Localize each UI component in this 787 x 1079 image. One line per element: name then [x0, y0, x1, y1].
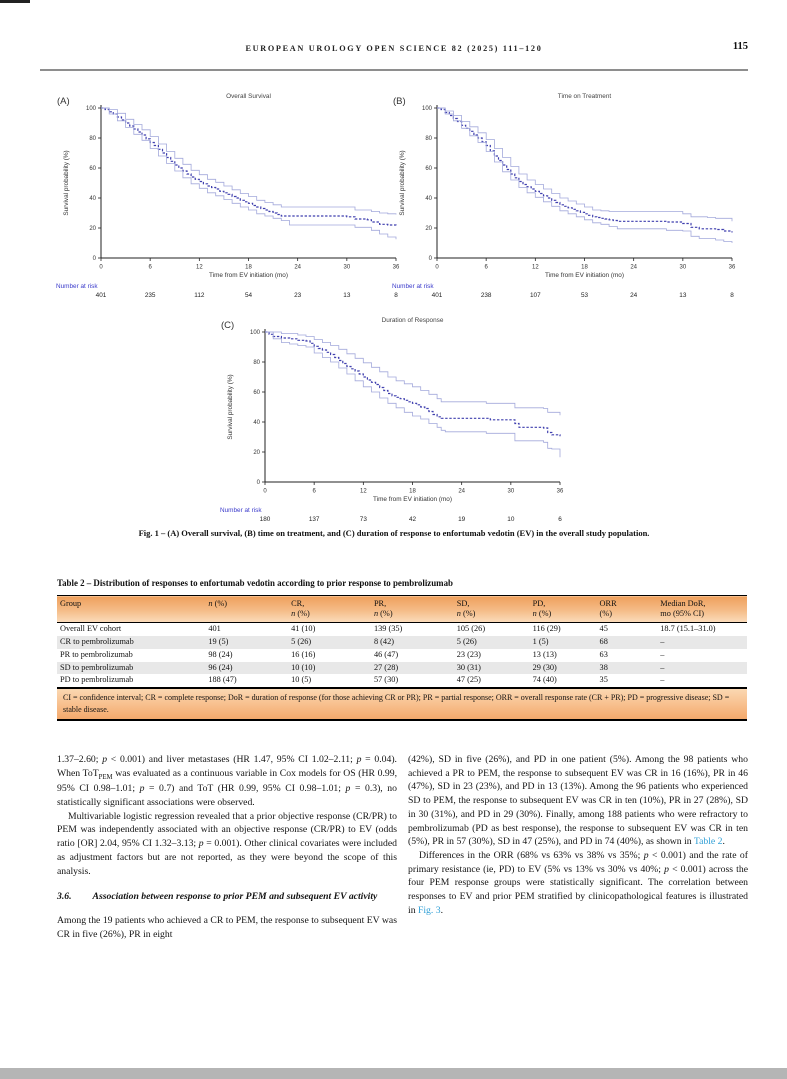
table-cell: 57 (30) [373, 675, 399, 685]
table-cell: PR to pembrolizumab [60, 649, 133, 659]
column-header: Median DoR, mo (95% CI) [657, 596, 747, 623]
number-at-risk-value: 180 [259, 516, 271, 523]
column-header: SD, n (%) [454, 596, 530, 623]
number-at-risk-value: 53 [580, 292, 589, 299]
y-tick-label: 100 [85, 106, 96, 113]
x-tick-label: 24 [294, 264, 302, 271]
y-tick-label: 80 [89, 136, 96, 143]
km-chart-duration-of-response [220, 312, 582, 524]
km-curve-lower-ci [265, 332, 560, 457]
y-axis-label: Survival probability (%) [63, 150, 70, 216]
table-cell: – [660, 675, 665, 685]
x-tick-label: 6 [148, 264, 152, 271]
table-cell: 10 (10) [291, 662, 316, 672]
column-header: PD, n (%) [530, 596, 597, 623]
table-cell: 35 [599, 675, 608, 685]
table-cell: PD to pembrolizumab [60, 675, 134, 685]
y-tick-label: 60 [253, 390, 260, 397]
table-cell: – [660, 662, 665, 672]
table-row [57, 649, 747, 662]
table-cell: CR to pembrolizumab [60, 636, 134, 646]
table-cell: 29 (30) [532, 662, 557, 672]
x-axis-label: Time from EV initiation (mo) [209, 272, 288, 279]
y-tick-label: 40 [253, 420, 260, 427]
x-tick-label: 18 [245, 264, 252, 271]
number-at-risk-value: 73 [359, 516, 367, 523]
number-at-risk-value: 10 [507, 516, 515, 523]
y-tick-label: 20 [425, 226, 432, 233]
table-cell: Overall EV cohort [60, 623, 122, 633]
table-cell: 74 (40) [532, 675, 557, 685]
body-paragraph: Among the 19 patients who achieved a CR to PEM, the response to subsequent EV was CR in five (26%), PR in eight [57, 915, 397, 940]
table-footnote: CI = confidence interval; CR = complete response; DoR = duration of response (for those achieving CR or PR); PR = partial response; ORR = overall response rate (CR + PR); PD = progressive disease; SD = stable disease. [57, 689, 747, 720]
x-tick-label: 24 [630, 264, 638, 271]
km-curve-lower-ci [101, 108, 396, 239]
x-tick-label: 6 [312, 488, 316, 495]
table-cell: 98 (24) [208, 649, 233, 659]
x-tick-label: 12 [195, 264, 203, 271]
y-tick-label: 0 [92, 256, 96, 263]
x-tick-label: 24 [458, 488, 466, 495]
panel-label: (C) [221, 320, 235, 331]
column-header: PR, n (%) [371, 596, 454, 623]
y-tick-label: 80 [253, 360, 260, 367]
column-header: ORR (%) [597, 596, 658, 623]
number-at-risk-value: 238 [480, 292, 492, 299]
number-at-risk-label: Number at risk [392, 283, 434, 290]
number-at-risk-value: 23 [294, 292, 302, 299]
number-at-risk-value: 401 [431, 292, 443, 299]
y-axis-label: Survival probability (%) [227, 374, 234, 440]
body-paragraph: Differences in the ORR (68% vs 63% vs 38% vs 35%; p < 0.001) and the rate of primary resistance (ie, PD) to EV (5% vs 13% vs 30% vs 40%; p < 0.001) across the four PEM response groups were statistically significant. The correlation between responses to EV and prior PEM stratified by clinicopathological features is illustrated in Fig. 3. [408, 850, 749, 916]
y-tick-label: 100 [421, 106, 432, 113]
table-cell: 63 [599, 649, 608, 659]
chart-title: Time on Treatment [557, 93, 612, 100]
number-at-risk-value: 54 [244, 292, 253, 299]
x-tick-label: 18 [581, 264, 588, 271]
table-cell: 13 (13) [532, 649, 557, 659]
table-cell: 45 [599, 623, 608, 633]
y-tick-label: 80 [425, 136, 432, 143]
table-cell: 27 (28) [373, 662, 399, 672]
table-cell: 46 (47) [373, 649, 399, 659]
x-tick-label: 12 [531, 264, 539, 271]
response-distribution-table [57, 595, 747, 689]
number-at-risk-value: 6 [558, 516, 562, 523]
number-at-risk-value: 112 [194, 292, 205, 299]
table-cell: 30 (31) [456, 662, 481, 672]
table-cell: – [660, 636, 665, 646]
body-paragraph: (42%), SD in five (26%), and PD in one patient (5%). Among the 98 patients who achieved a PR to PEM, the response to subsequent EV was CR in 16 (16%), PR in 46 (47%), SD in 23 (23%), and PD in 13 (13%). Among the 96 patients who experienced SD to PEM, the response to subsequent EV was CR in ten (10%), PR in 27 (28%), SD in 30 (31%), and PD in 29 (30%). Finally, among 188 patients who were refractory to pembrolizumab (PD as best response), the response to subsequent EV was CR in ten (5%), PR in 57 (30%), SD in 47 (25%), and PD in 74 (40%), as shown in Table 2. [408, 754, 748, 848]
table-title: Table 2 – Distribution of responses to enfortumab vedotin according to prior response to pembrolizumab [57, 578, 453, 588]
km-curve-upper-ci [437, 108, 732, 221]
column-header: CR, n (%) [288, 596, 371, 623]
table-cell: 139 (35) [373, 623, 403, 633]
x-tick-label: 36 [728, 264, 736, 271]
number-at-risk-value: 13 [343, 292, 351, 299]
table-row [57, 636, 747, 649]
table-cell: 10 (5) [291, 675, 312, 685]
y-tick-label: 20 [89, 226, 96, 233]
x-tick-label: 12 [359, 488, 367, 495]
scan-artifact-mark [0, 0, 30, 3]
cross-reference-link[interactable]: Table 2 [693, 836, 723, 848]
text-column-left [57, 753, 397, 941]
table-row [57, 622, 747, 635]
y-tick-label: 40 [89, 196, 96, 203]
text-column-right [408, 753, 748, 918]
number-at-risk-value: 8 [730, 292, 734, 299]
x-tick-label: 0 [435, 264, 439, 271]
panel-label: (A) [57, 96, 70, 107]
km-chart-time-on-treatment [392, 88, 754, 300]
table-body [57, 622, 747, 688]
body-paragraph: Multivariable logistic regression revealed that a prior objective response (CR/PR) to PEM was independently associated with an objective response (CR/PR) to EV (odds ratio [OR] 2.04, 95% CI 1.32–3.13; p = 0.001). Other clinical covariates were included as adjustment factors but are not reported, as they were beyond the scope of this analysis. [57, 810, 397, 877]
table-cell: 401 [208, 623, 221, 633]
section-number: 3.6. [57, 891, 72, 903]
number-at-risk-value: 24 [630, 292, 638, 299]
km-curve-upper-ci [101, 108, 396, 215]
x-tick-label: 36 [556, 488, 564, 495]
table-cell: 96 (24) [208, 662, 233, 672]
table-cell: 5 (26) [456, 636, 477, 646]
section-heading [57, 890, 397, 904]
table-cell: 47 (25) [456, 675, 481, 685]
x-tick-label: 0 [263, 488, 267, 495]
y-tick-label: 40 [425, 196, 432, 203]
x-axis-label: Time from EV initiation (mo) [545, 272, 624, 279]
x-axis-label: Time from EV initiation (mo) [373, 496, 452, 503]
table-cell: 116 (29) [532, 623, 561, 633]
cross-reference-link[interactable]: Fig. 3 [417, 904, 441, 916]
number-at-risk-value: 8 [394, 292, 398, 299]
table-cell: 16 (16) [291, 649, 316, 659]
y-tick-label: 100 [249, 330, 260, 337]
column-header: n (%) [205, 596, 288, 623]
chart-title: Overall Survival [226, 93, 271, 100]
table-cell: 8 (42) [373, 636, 394, 646]
table-cell: – [660, 649, 665, 659]
header-rule [40, 69, 748, 71]
table2-block [57, 578, 747, 721]
table-cell: 23 (23) [456, 649, 481, 659]
panel-label: (B) [393, 96, 406, 107]
x-tick-label: 30 [343, 264, 351, 271]
table-cell: 38 [599, 662, 608, 672]
y-axis-label: Survival probability (%) [399, 150, 406, 216]
table-cell: 105 (26) [456, 623, 486, 633]
table-cell: 18.7 (15.1–31.0) [660, 623, 716, 633]
number-at-risk-value: 401 [95, 292, 107, 299]
number-at-risk-value: 107 [529, 292, 541, 299]
x-tick-label: 30 [507, 488, 515, 495]
y-tick-label: 60 [425, 166, 432, 173]
x-tick-label: 0 [99, 264, 103, 271]
table-cell: 188 (47) [208, 675, 237, 685]
y-tick-label: 0 [256, 480, 260, 487]
table-cell: 5 (26) [291, 636, 312, 646]
table-cell: SD to pembrolizumab [60, 662, 134, 672]
column-header: Group [57, 596, 205, 623]
number-at-risk-value: 13 [679, 292, 687, 299]
number-at-risk-label: Number at risk [220, 507, 262, 514]
table-cell: 68 [599, 636, 608, 646]
table-header-row [57, 596, 747, 623]
x-tick-label: 6 [484, 264, 488, 271]
table-cell: 41 (10) [291, 623, 316, 633]
chart-title: Duration of Response [381, 317, 444, 324]
figure-caption: Fig. 1 – (A) Overall survival, (B) time on treatment, and (C) duration of response to enfortumab vedotin (EV) in the overall study population. [138, 528, 650, 538]
km-curve-lower-ci [437, 108, 732, 243]
y-tick-label: 0 [428, 256, 432, 263]
table-cell: 19 (5) [208, 636, 229, 646]
km-chart-overall-survival [56, 88, 418, 300]
number-at-risk-value: 19 [458, 516, 466, 523]
x-tick-label: 36 [392, 264, 400, 271]
page-number: 115 [732, 41, 748, 52]
body-paragraph: 1.37–2.60; p < 0.001) and liver metastases (HR 1.47, 95% CI 1.02–2.11; p = 0.04). When ToT$_{PEM}$ was evaluated as a continuous variable in Cox models for OS (HR 0.99, 95% CI 0.98–1.01; p = 0.7) and ToT (HR 0.99, 95% CI 0.98–1.01; p = 0.3), no statistically significant associations were observed. [57, 754, 397, 808]
y-tick-label: 20 [253, 450, 260, 457]
y-tick-label: 60 [89, 166, 96, 173]
page-bottom-bar [0, 1068, 787, 1079]
table-row [57, 662, 747, 675]
number-at-risk-label: Number at risk [56, 283, 98, 290]
number-at-risk-value: 137 [308, 516, 320, 523]
section-title: Association between response to prior PEM and subsequent EV activity [92, 891, 378, 903]
journal-header: EUROPEAN UROLOGY OPEN SCIENCE 82 (2025) 111–120 [245, 44, 543, 53]
table-row [57, 674, 747, 688]
x-tick-label: 30 [679, 264, 687, 271]
table-cell: 1 (5) [532, 636, 549, 646]
number-at-risk-value: 235 [144, 292, 156, 299]
x-tick-label: 18 [409, 488, 416, 495]
number-at-risk-value: 42 [408, 516, 417, 523]
